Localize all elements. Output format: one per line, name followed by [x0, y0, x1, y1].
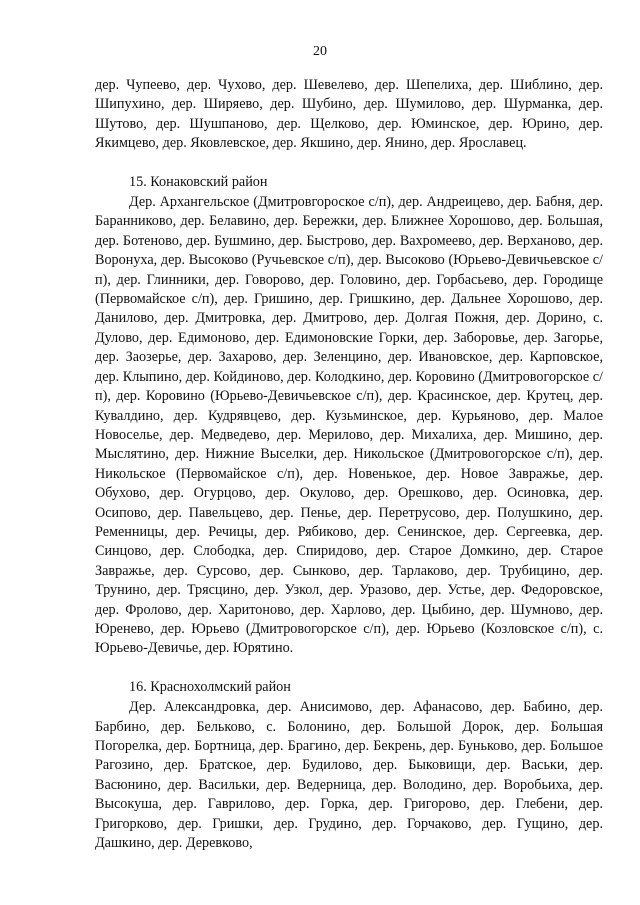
paragraph-konakovsky: Дер. Архангельское (Дмитровгороское с/п), дер. Андреицево, дер. Бабня, дер. Баранниково, дер. Белавино, дер. Бережки, дер. Ближнее Хорошово, дер. Большая, дер. Ботеново, дер. Бушмино, дер. Быстрово, дер. Вахромеево, дер. Верханово, дер. Воронуха, дер. Высоково (Ручьевское с/п), дер. Высоково (Юрьево-Девичьевское с/п), дер. Глинники, дер. Говорово, дер. Головино, дер. Горбасьево, дер. Городище (Первомайское с/п), дер. Гришино, дер. Гришкино, дер. Дальнее Хорошово, дер. Данилово, дер. Дмитровка, дер. Дмитрово, дер. Долгая Пожня, дер. Дорино, с. Дулово, дер. Едимоново, дер. Едимоновские Горки, дер. Заборовье, дер. Загорье, дер. Заозерье, дер. Захарово, дер. Зеленцино, дер. Ивановское, дер. Карповское, дер. Клыпино, дер. Койдиново, дер. Колодкино, дер. Коровино (Дмитровогорское с/п), дер. Коровино (Юрьево-Девичьевское с/п), дер. Красинское, дер. Крутец, дер. Кувалдино, дер. Кудрявцево, дер. Кузьминское, дер. Курьяново, дер. Малое Новоселье, дер. Медведево, дер. Мерилово, дер. Михалиха, дер. Мишино, дер. Мыслятино, дер. Нижние Выселки, дер. Никольское (Дмитровогорское с/п), дер. Никольское (Первомайское с/п), дер. Новенькое, дер. Новое Завражье, дер. Обухово, дер. Огурцово, дер. Окулово, дер. Орешково, дер. Осиновка, дер. Осипово, дер. Павельцево, дер. Пенье, дер. Перетрусово, дер. Полушкино, дер. Ременницы, дер. Речицы, дер. Рябиково, дер. Сенинское, дер. Сергеевка, дер. Синцово, дер. Слободка, дер. Спиридово, дер. Старое Домкино, дер. Старое Завражье, дер. Сурсово, дер. Сынково, дер. Тарлаково, дер. Трубицино, дер. Трунино, дер. Трясцино, дер. Узкол, дер. Уразово, дер. Устье, дер. Федоровское, дер. Фролово, дер. Харитоново, дер. Харлово, дер. Цыбино, дер. Шумново, дер. Юренево, дер. Юрьево (Дмитровогорское с/п), дер. Юрьево (Козловское с/п), с. Юрьево-Девичье, дер. Юрятино. [95, 194, 603, 657]
section-heading-krasnokholmsky: 16. Краснохолмский район [129, 678, 291, 695]
page-number: 20 [313, 44, 327, 59]
document-body [95, 76, 603, 853]
paragraph-continuation: дер. Чупеево, дер. Чухово, дер. Шевелево, дер. Шепелиха, дер. Шиблино, дер. Шипухино, дер. Ширяево, дер. Шубино, дер. Шумилово, дер. Шурманка, дер. Шутово, дер. Шушпаново, дер. Щелково, дер. Юминское, дер. Юрино, дер. Якимцево, дер. Яковлевское, дер. Якшино, дер. Янино, дер. Ярославец. [95, 77, 603, 152]
paragraph-krasnokholmsky: Дер. Александровка, дер. Анисимово, дер. Афанасово, дер. Бабино, дер. Барбино, дер. Бельково, с. Болонино, дер. Большой Дорок, дер. Большая Погорелка, дер. Бортница, дер. Брагино, дер. Бекрень, дер. Буньково, дер. Большое Рагозино, дер. Братское, дер. Будилово, дер. Быковищи, дер. Васьки, дер. Васюнино, дер. Васильки, дер. Ведерница, дер. Володино, дер. Воробьиха, дер. Высокуша, дер. Гаврилово, дер. Горка, дер. Григорово, дер. Глебени, дер. Григорково, дер. Гришки, дер. Грудино, дер. Горчаково, дер. Гущино, дер. Дашкино, дер. Деревково, [95, 699, 603, 852]
section-heading-konakovsky: 15. Конаковский район [129, 173, 268, 190]
